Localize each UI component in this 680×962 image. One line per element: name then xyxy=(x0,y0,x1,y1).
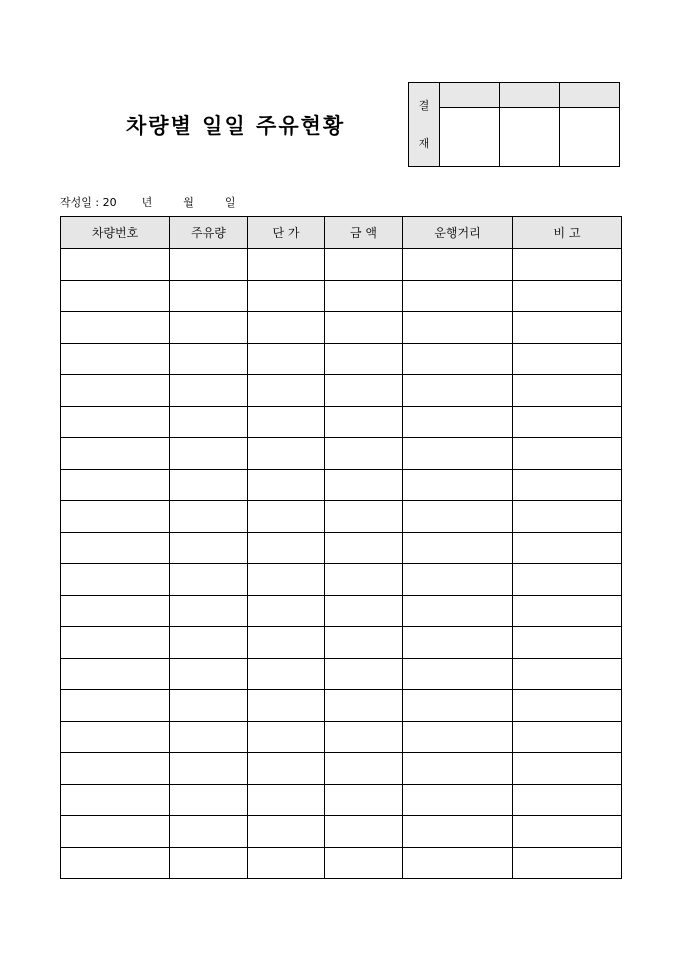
table-cell[interactable] xyxy=(325,721,403,753)
table-cell[interactable] xyxy=(248,753,325,785)
table-cell[interactable] xyxy=(170,280,248,312)
table-cell[interactable] xyxy=(170,438,248,470)
table-cell[interactable] xyxy=(325,816,403,848)
header-remarks: 비 고 xyxy=(513,217,622,249)
table-cell[interactable] xyxy=(170,406,248,438)
table-cell[interactable] xyxy=(513,816,622,848)
date-year-unit: 년 xyxy=(141,196,153,209)
table-cell[interactable] xyxy=(513,564,622,596)
table-cell[interactable] xyxy=(325,501,403,533)
table-cell[interactable] xyxy=(170,312,248,344)
date-day-unit: 일 xyxy=(224,196,236,209)
table-row xyxy=(61,280,622,312)
table-cell[interactable] xyxy=(325,564,403,596)
table-cell[interactable] xyxy=(170,627,248,659)
table-cell[interactable] xyxy=(325,375,403,407)
approval-head-cell[interactable] xyxy=(500,83,560,108)
table-cell[interactable] xyxy=(325,249,403,281)
table-cell[interactable] xyxy=(403,595,513,627)
date-label: 작성일 : 20 xyxy=(60,196,117,209)
table-cell[interactable] xyxy=(170,501,248,533)
table-cell[interactable] xyxy=(403,280,513,312)
table-cell[interactable] xyxy=(513,658,622,690)
table-cell[interactable] xyxy=(248,564,325,596)
table-row xyxy=(61,438,622,470)
approval-head-cell[interactable] xyxy=(440,83,500,108)
table-cell[interactable] xyxy=(403,690,513,722)
approval-label-2: 재 xyxy=(418,136,430,150)
table-cell[interactable] xyxy=(325,343,403,375)
table-cell[interactable] xyxy=(325,469,403,501)
table-cell[interactable] xyxy=(61,627,170,659)
table-cell[interactable] xyxy=(513,438,622,470)
table-cell[interactable] xyxy=(325,595,403,627)
table-cell[interactable] xyxy=(248,280,325,312)
table-cell[interactable] xyxy=(403,784,513,816)
table-cell[interactable] xyxy=(513,532,622,564)
table-cell[interactable] xyxy=(61,784,170,816)
table-row xyxy=(61,627,622,659)
table-cell[interactable] xyxy=(403,721,513,753)
table-cell[interactable] xyxy=(61,438,170,470)
table-cell[interactable] xyxy=(61,406,170,438)
table-cell[interactable] xyxy=(513,343,622,375)
table-cell[interactable] xyxy=(403,501,513,533)
table-row xyxy=(61,721,622,753)
table-cell[interactable] xyxy=(403,469,513,501)
table-cell[interactable] xyxy=(403,343,513,375)
table-cell[interactable] xyxy=(513,753,622,785)
table-row xyxy=(61,753,622,785)
table-cell[interactable] xyxy=(61,343,170,375)
table-cell[interactable] xyxy=(170,690,248,722)
table-cell[interactable] xyxy=(248,784,325,816)
table-row xyxy=(61,658,622,690)
date-month-unit: 월 xyxy=(183,196,194,209)
table-header-row xyxy=(61,217,622,249)
table-cell[interactable] xyxy=(248,406,325,438)
approval-sign-cell[interactable] xyxy=(440,108,500,167)
table-row xyxy=(61,249,622,281)
header-distance: 운행거리 xyxy=(403,217,513,249)
table-cell[interactable] xyxy=(170,816,248,848)
table-cell[interactable] xyxy=(248,501,325,533)
table-cell[interactable] xyxy=(170,658,248,690)
table-cell[interactable] xyxy=(513,501,622,533)
approval-label xyxy=(409,83,440,167)
table-cell[interactable] xyxy=(61,690,170,722)
table-cell[interactable] xyxy=(61,280,170,312)
table-cell[interactable] xyxy=(403,564,513,596)
table-cell[interactable] xyxy=(403,753,513,785)
table-row xyxy=(61,564,622,596)
table-cell[interactable] xyxy=(325,532,403,564)
table-cell[interactable] xyxy=(170,375,248,407)
table-cell[interactable] xyxy=(248,532,325,564)
table-cell[interactable] xyxy=(325,312,403,344)
table-cell[interactable] xyxy=(403,438,513,470)
table-cell[interactable] xyxy=(403,249,513,281)
table-cell[interactable] xyxy=(513,595,622,627)
approval-label-1: 결 xyxy=(418,98,430,112)
table-row xyxy=(61,501,622,533)
table-cell[interactable] xyxy=(325,784,403,816)
table-row xyxy=(61,532,622,564)
table-cell[interactable] xyxy=(61,469,170,501)
date-line xyxy=(60,194,236,210)
table-cell[interactable] xyxy=(513,721,622,753)
table-cell[interactable] xyxy=(403,816,513,848)
table-cell[interactable] xyxy=(513,280,622,312)
table-cell[interactable] xyxy=(170,469,248,501)
table-cell[interactable] xyxy=(325,690,403,722)
table-cell[interactable] xyxy=(513,375,622,407)
table-row xyxy=(61,784,622,816)
table-cell[interactable] xyxy=(170,595,248,627)
table-cell[interactable] xyxy=(61,753,170,785)
table-cell[interactable] xyxy=(248,438,325,470)
header-fuel-amount: 주유량 xyxy=(170,217,248,249)
table-cell[interactable] xyxy=(403,658,513,690)
table-cell[interactable] xyxy=(513,847,622,879)
table-row xyxy=(61,469,622,501)
table-cell[interactable] xyxy=(403,532,513,564)
table-cell[interactable] xyxy=(61,564,170,596)
approval-sign-cell[interactable] xyxy=(560,108,620,167)
table-cell[interactable] xyxy=(325,438,403,470)
table-cell[interactable] xyxy=(248,375,325,407)
table-cell[interactable] xyxy=(403,406,513,438)
table-cell[interactable] xyxy=(248,690,325,722)
table-cell[interactable] xyxy=(403,627,513,659)
table-cell[interactable] xyxy=(61,532,170,564)
table-cell[interactable] xyxy=(513,784,622,816)
table-cell[interactable] xyxy=(513,312,622,344)
table-cell[interactable] xyxy=(325,406,403,438)
table-cell[interactable] xyxy=(248,816,325,848)
table-cell[interactable] xyxy=(248,658,325,690)
approval-head-cell[interactable] xyxy=(560,83,620,108)
table-row xyxy=(61,375,622,407)
table-cell[interactable] xyxy=(61,847,170,879)
table-cell[interactable] xyxy=(248,249,325,281)
table-cell[interactable] xyxy=(248,469,325,501)
table-cell[interactable] xyxy=(513,627,622,659)
table-cell[interactable] xyxy=(61,375,170,407)
approval-box xyxy=(408,82,620,167)
table-cell[interactable] xyxy=(170,784,248,816)
table-row xyxy=(61,595,622,627)
header-amount: 금 액 xyxy=(325,217,403,249)
table-cell[interactable] xyxy=(61,249,170,281)
table-cell[interactable] xyxy=(248,312,325,344)
table-cell[interactable] xyxy=(170,847,248,879)
table-cell[interactable] xyxy=(513,690,622,722)
table-cell[interactable] xyxy=(403,312,513,344)
table-cell[interactable] xyxy=(248,847,325,879)
table-cell[interactable] xyxy=(248,627,325,659)
table-cell[interactable] xyxy=(170,753,248,785)
table-body xyxy=(61,249,622,879)
table-cell[interactable] xyxy=(61,312,170,344)
fuel-table xyxy=(60,216,622,879)
table-row xyxy=(61,847,622,879)
table-cell[interactable] xyxy=(61,658,170,690)
header-unit-price: 단 가 xyxy=(248,217,325,249)
table-cell[interactable] xyxy=(513,249,622,281)
table-cell[interactable] xyxy=(325,280,403,312)
table-cell[interactable] xyxy=(61,721,170,753)
table-row xyxy=(61,690,622,722)
table-cell[interactable] xyxy=(513,406,622,438)
page-title: 차량별 일일 주유현황 xyxy=(126,113,346,138)
table-cell[interactable] xyxy=(170,564,248,596)
table-cell[interactable] xyxy=(513,469,622,501)
table-cell[interactable] xyxy=(170,721,248,753)
table-cell[interactable] xyxy=(248,595,325,627)
approval-sign-cell[interactable] xyxy=(500,108,560,167)
table-cell[interactable] xyxy=(325,658,403,690)
table-cell[interactable] xyxy=(325,753,403,785)
table-cell[interactable] xyxy=(403,375,513,407)
table-cell[interactable] xyxy=(170,249,248,281)
table-cell[interactable] xyxy=(170,343,248,375)
table-cell[interactable] xyxy=(170,532,248,564)
header-vehicle-number: 차량번호 xyxy=(61,217,170,249)
table-cell[interactable] xyxy=(61,816,170,848)
table-cell[interactable] xyxy=(248,343,325,375)
table-row xyxy=(61,312,622,344)
table-row xyxy=(61,406,622,438)
table-cell[interactable] xyxy=(61,501,170,533)
table-cell[interactable] xyxy=(325,627,403,659)
table-cell[interactable] xyxy=(403,847,513,879)
table-cell[interactable] xyxy=(248,721,325,753)
table-row xyxy=(61,343,622,375)
table-row xyxy=(61,816,622,848)
table-cell[interactable] xyxy=(325,847,403,879)
table-cell[interactable] xyxy=(61,595,170,627)
